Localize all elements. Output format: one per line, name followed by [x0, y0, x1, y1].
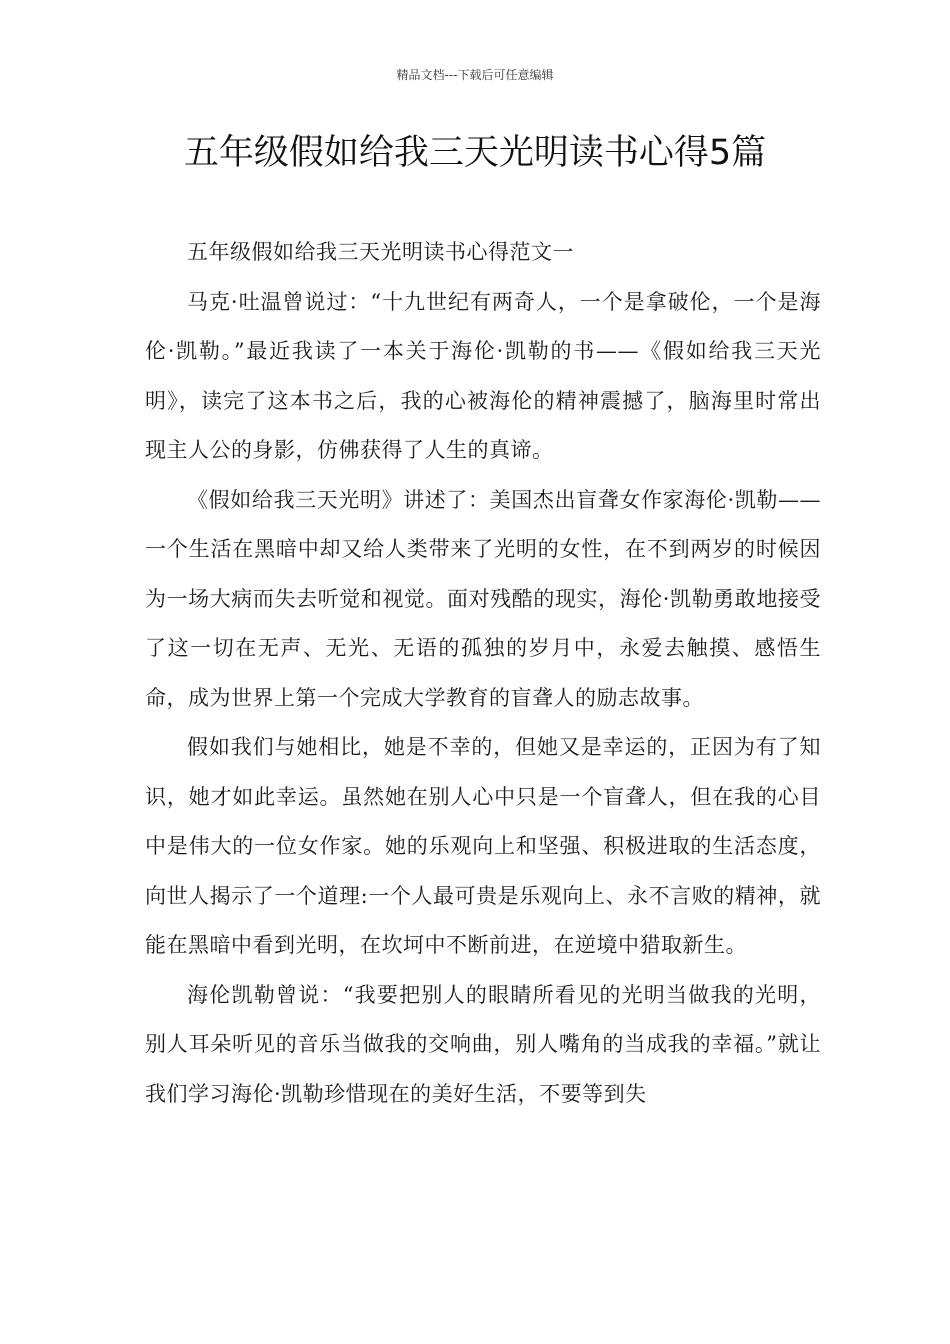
paragraph-subtitle: 五年级假如给我三天光明读书心得范文一	[187, 240, 574, 264]
document-title: 五年级假如给我三天光明读书心得5篇	[183, 133, 767, 173]
paragraph: 马克·吐温曾说过：“十九世纪有两奇人，一个是拿破伦，一个是海伦·凯勒。”最近我读了一本关于海伦·凯勒的书——《假如给我三天光明》，读完了这本书之后，我的心被海伦的精神震撼了，脑海里时常出现主人公的身影，仿佛获得了人生的真谛。	[145, 289, 821, 462]
document-body	[145, 228, 821, 1119]
header-note: 精品文档---下载后可任意编辑	[396, 68, 554, 82]
paragraph: 海伦凯勒曾说：“我要把别人的眼睛所看见的光明当做我的光明，别人耳朵听见的音乐当做我的交响曲，别人嘴角的当成我的幸福。”就让我们学习海伦·凯勒珍惜现在的美好生活，不要等到失	[145, 982, 821, 1106]
paragraph: 《假如给我三天光明》讲述了：美国杰出盲聋女作家海伦·凯勒——一个生活在黑暗中却又给人类带来了光明的女性，在不到两岁的时候因为一场大病而失去听觉和视觉。面对残酷的现实，海伦·凯勒勇敢地接受了这一切在无声、无光、无语的孤独的岁月中，永爱去触摸、感悟生命，成为世界上第一个完成大学教育的盲聋人的励志故事。	[145, 487, 821, 710]
paragraph: 假如我们与她相比，她是不幸的，但她又是幸运的，正因为有了知识，她才如此幸运。虽然她在别人心中只是一个盲聋人，但在我的心目中是伟大的一位女作家。她的乐观向上和坚强、积极进取的生活态度，向世人揭示了一个道理:一个人最可贵是乐观向上、永不言败的精神，就能在黑暗中看到光明，在坎坷中不断前进，在逆境中猎取新生。	[145, 735, 821, 957]
